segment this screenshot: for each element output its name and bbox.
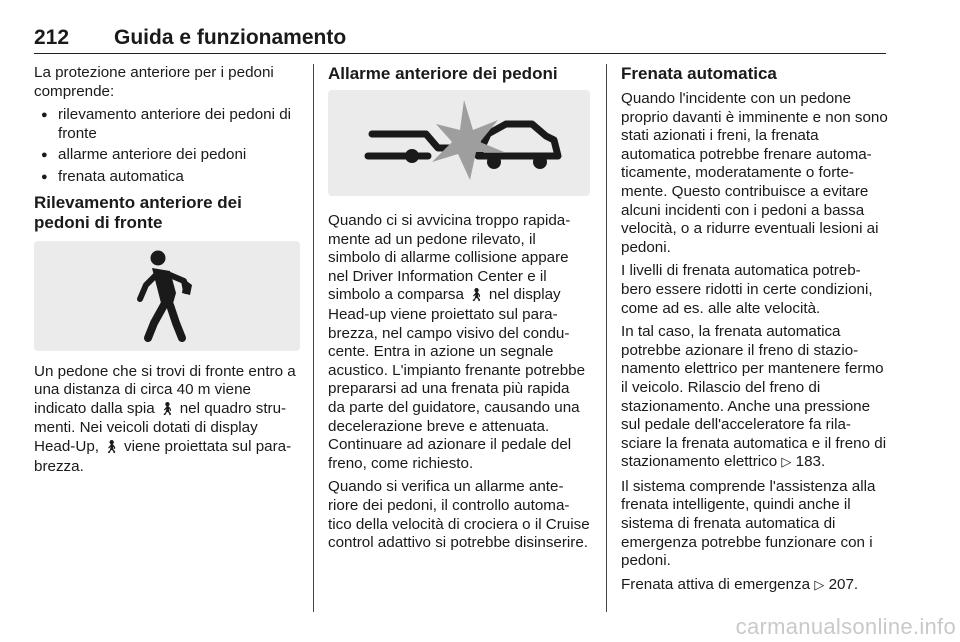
page-header — [34, 24, 886, 54]
page-reference-link[interactable]: 183. — [795, 453, 826, 471]
pedestrian-indicator-icon: 🚶︎ — [158, 401, 176, 417]
braking-paragraph: Quando l'incidente con un pedone proprio davanti è imminente e non sono stati azionati i freni, la frenata automatica potrebbe frenare automa-ticamente, moderatamente o forte-mente. Questo contribuisce a evitare alcuni incidenti con i pedoni a bassa velocità, o a ridurre eventuali lesioni ai pedoni. — [621, 90, 888, 256]
column-middle — [328, 64, 590, 558]
intro-text: La protezione anteriore per i pedoni comprende: — [34, 64, 274, 100]
page-ref-arrow-icon: ▷ — [781, 455, 792, 471]
alert-paragraph: Quando ci si avvicina troppo rapida-mente ad un pedone rilevato, il simbolo di allarme collisione appare nel Driver Information Center e il simbolo a comparsa 🚶︎ nel display Head-up viene proiettato sul para-brezza, nel campo visivo del condu-cente. Entra in azione un segnale acustico. L'impianto frenante potrebbe prepararsi ad una frenata più rapida da parte del guidatore, causando una decelerazione breve e attenuata. Continuare ad azionare il pedale del freno, come richiesto. — [328, 212, 586, 472]
detection-paragraph: Un pedone che si trovi di fronte entro a una distanza di circa 40 m viene indicato dalla spia 🚶︎ nel quadro stru-menti. Nei veicoli dotati di display Head-Up, 🚶︎ viene proiettata sul para-brezza. — [34, 362, 296, 475]
column-divider — [606, 64, 607, 612]
assist-paragraph: Il sistema comprende l'assistenza alla frenata intelligente, quindi anche il sistema di frenata automatica di emergenza potrebbe funzionare con i pedoni. — [621, 477, 876, 570]
page-number: 212 — [34, 26, 70, 49]
collision-alert-icon — [328, 90, 590, 196]
collision-figure — [328, 90, 590, 196]
page-reference-link[interactable]: 207. — [828, 575, 859, 593]
column-right — [621, 64, 889, 600]
cruise-paragraph: Quando si verifica un allarme ante-riore dei pedoni, il controllo automa-tico della velocità di crociera o il Cruise control adattivo si potrebbe disinserire. — [328, 478, 590, 552]
pedestrian-icon — [34, 241, 300, 351]
feature-list — [34, 106, 300, 186]
section-heading: Allarme anteriore dei pedoni — [328, 64, 558, 83]
pedestrian-indicator-icon: 🚶︎ — [103, 439, 120, 455]
column-divider — [313, 64, 314, 612]
watermark: carmanualsonline.info — [735, 614, 956, 639]
braking-levels-paragraph: I livelli di frenata automatica potreb-bero essere ridotti in certe condizioni, come ad es. alle alte velocità. — [621, 262, 873, 317]
list-item: ● frenata automatica — [34, 168, 300, 187]
pedestrian-figure — [34, 241, 300, 351]
list-item: ● rilevamento anteriore dei pedoni di fronte — [34, 106, 300, 143]
page-title: Guida e funzionamento — [114, 26, 347, 49]
parking-brake-paragraph: In tal caso, la frenata automatica potrebbe azionare il freno di stazio-namento elettrico per mantenere fermo il veicolo. Rilascio del freno di stazionamento. Anche una pressione sul pedale dell'acceleratore fa rila-sciare la frenata automatica e il freno di stazionamento elettrico ▷ 183. — [621, 323, 887, 471]
section-heading: Rilevamento anteriore dei pedoni di fronte — [34, 192, 242, 232]
emergency-paragraph: Frenata attiva di emergenza ▷ 207. — [621, 575, 859, 593]
page-ref-arrow-icon: ▷ — [814, 577, 825, 593]
list-item: ● allarme anteriore dei pedoni — [34, 146, 300, 165]
section-heading: Frenata automatica — [621, 64, 777, 83]
pedestrian-indicator-icon: 🚶︎ — [468, 288, 485, 304]
column-left — [34, 64, 300, 481]
